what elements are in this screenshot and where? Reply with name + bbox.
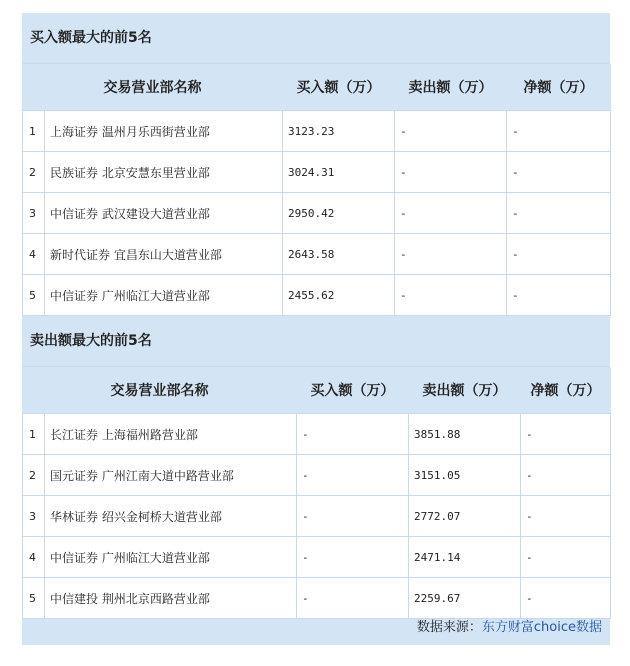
row-index: 3 [23,496,45,537]
buy-amount: 3123.23 [283,111,395,152]
net-amount: - [507,193,611,234]
table-row [23,414,611,455]
buy-table [22,64,611,316]
net-amount: - [507,275,611,316]
table-row [23,537,611,578]
table-row [23,496,611,537]
row-index: 4 [23,537,45,578]
data-source-footer [22,611,610,645]
sell-amount: 2471.14 [409,537,521,578]
net-amount: - [507,111,611,152]
buy-amount: 2643.58 [283,234,395,275]
data-source-link[interactable]: 东方财富choice数据 [481,620,602,635]
seat-name: 新时代证券 宜昌东山大道营业部 [45,234,283,275]
seat-name: 上海证券 温州月乐西街营业部 [45,111,283,152]
buy-amount: - [297,537,409,578]
buy-amount: - [297,414,409,455]
table-row [23,111,611,152]
header-name: 交易营业部名称 [23,367,297,414]
trading-seat-panel [22,13,610,645]
sell-amount: - [395,234,507,275]
table-row [23,152,611,193]
buy-amount: 2950.42 [283,193,395,234]
sell-amount: 2259.67 [409,578,521,619]
buy-amount: - [297,455,409,496]
net-amount: - [507,152,611,193]
table-row [23,275,611,316]
sell-section-title: 卖出额最大的前5名 [22,316,610,367]
row-index: 5 [23,275,45,316]
seat-name: 中信证券 广州临江大道营业部 [45,537,297,578]
header-sell: 卖出额（万） [409,367,521,414]
sell-amount: 2772.07 [409,496,521,537]
net-amount: - [507,234,611,275]
row-index: 1 [23,111,45,152]
net-amount: - [521,537,611,578]
seat-name: 中信建投 荆州北京西路营业部 [45,578,297,619]
seat-name: 民族证券 北京安慧东里营业部 [45,152,283,193]
header-buy: 买入额（万） [283,64,395,111]
sell-amount: - [395,275,507,316]
net-amount: - [521,496,611,537]
seat-name: 国元证券 广州江南大道中路营业部 [45,455,297,496]
sell-amount: - [395,193,507,234]
sell-amount: - [395,152,507,193]
seat-name: 中信证券 武汉建设大道营业部 [45,193,283,234]
row-index: 2 [23,152,45,193]
buy-amount: 2455.62 [283,275,395,316]
sell-amount: 3151.05 [409,455,521,496]
row-index: 1 [23,414,45,455]
buy-amount: - [297,578,409,619]
header-name: 交易营业部名称 [23,64,283,111]
net-amount: - [521,455,611,496]
row-index: 3 [23,193,45,234]
buy-section-title: 买入额最大的前5名 [22,13,610,64]
table-row [23,193,611,234]
table-row [23,234,611,275]
seat-name: 长江证券 上海福州路营业部 [45,414,297,455]
sell-amount: 3851.88 [409,414,521,455]
seat-name: 华林证券 绍兴金柯桥大道营业部 [45,496,297,537]
header-buy: 买入额（万） [297,367,409,414]
sell-table [22,367,611,619]
header-sell: 卖出额（万） [395,64,507,111]
data-source-label: 数据来源： [416,620,482,635]
row-index: 2 [23,455,45,496]
row-index: 4 [23,234,45,275]
net-amount: - [521,578,611,619]
sell-table-header [23,367,611,414]
header-net: 净额（万） [521,367,611,414]
buy-table-header [23,64,611,111]
buy-amount: 3024.31 [283,152,395,193]
sell-amount: - [395,111,507,152]
net-amount: - [521,414,611,455]
buy-amount: - [297,496,409,537]
table-row [23,455,611,496]
row-index: 5 [23,578,45,619]
seat-name: 中信证券 广州临江大道营业部 [45,275,283,316]
header-net: 净额（万） [507,64,611,111]
